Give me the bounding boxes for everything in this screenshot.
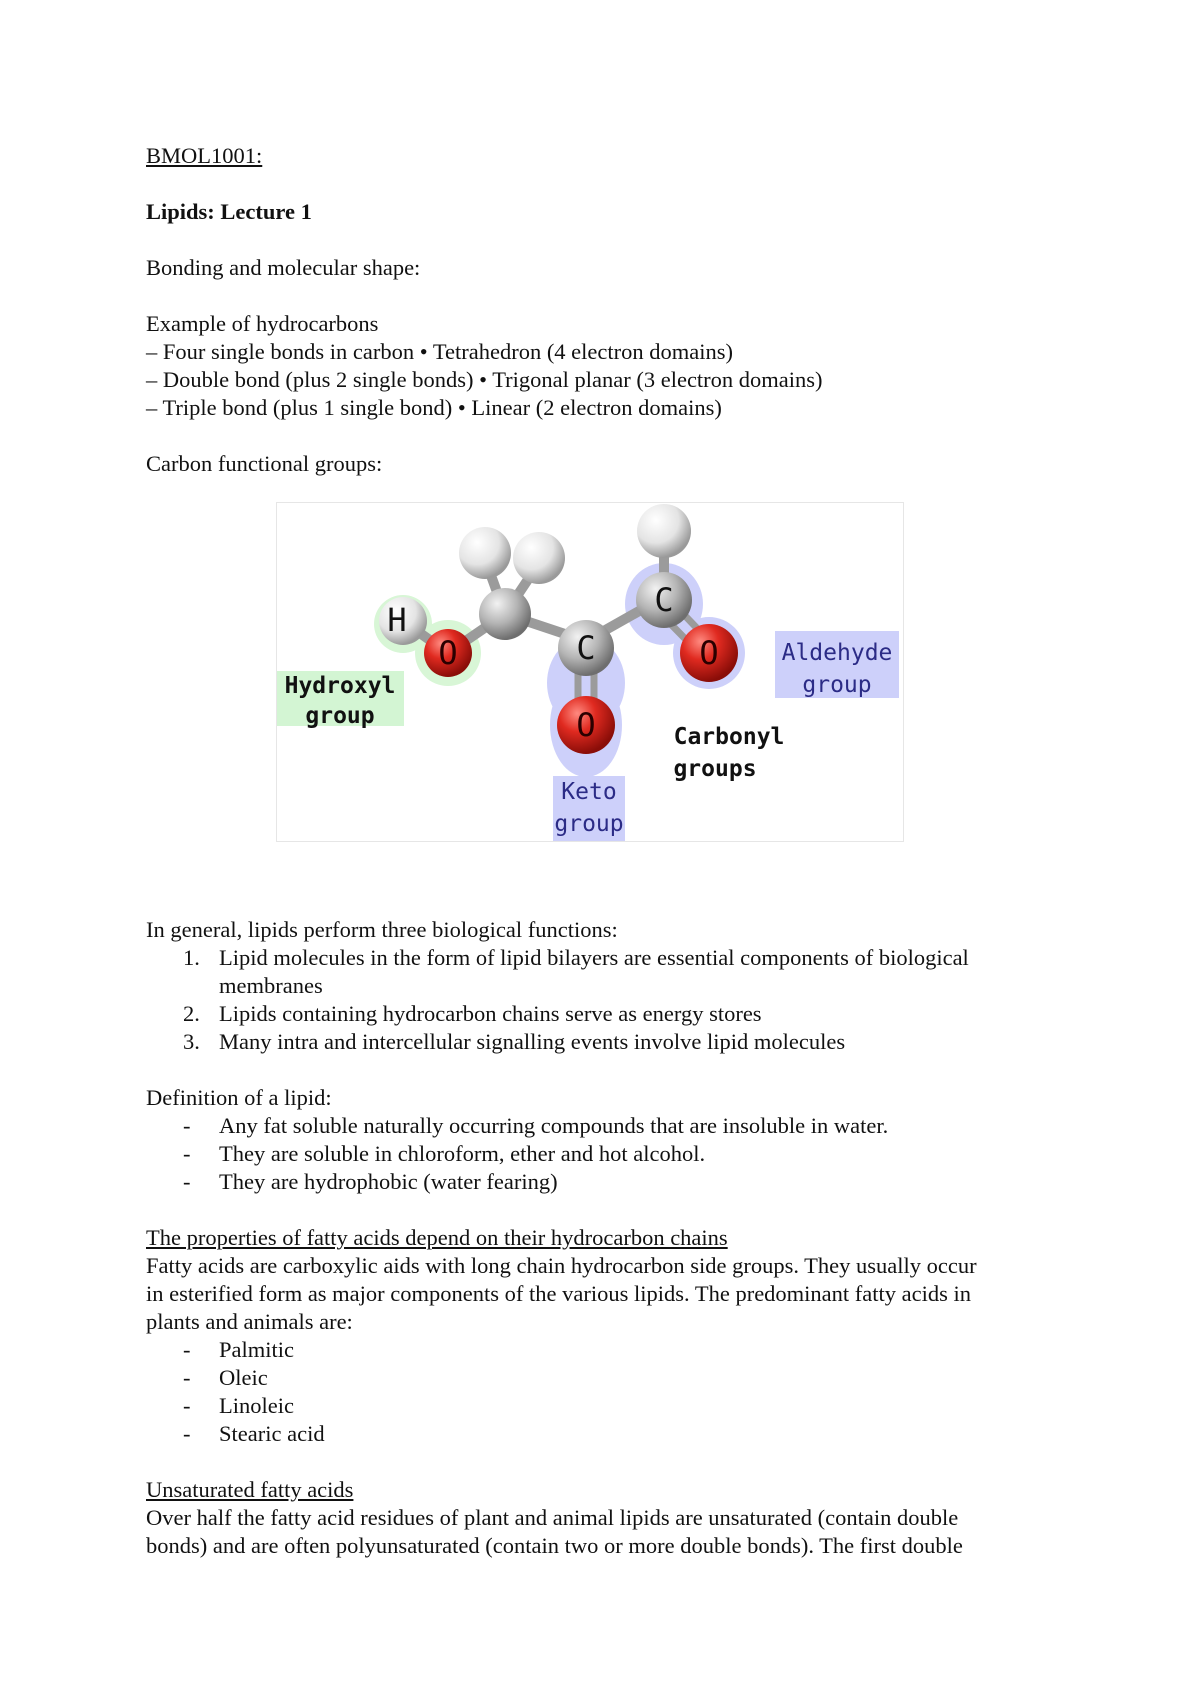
lecture-title: Lipids: Lecture 1 xyxy=(146,199,312,224)
functions-list xyxy=(146,944,1066,1056)
document-body xyxy=(146,142,1066,1560)
functional-groups-figure xyxy=(276,502,904,842)
keto-label: Keto xyxy=(561,779,617,805)
hydrocarbon-item: – Triple bond (plus 1 single bond) • Linear (2 electron domains) xyxy=(146,395,722,420)
list-item xyxy=(146,1420,1066,1448)
hydrogen-atom xyxy=(459,527,511,579)
dash-bullet: - xyxy=(183,1169,191,1194)
list-item-text-continued: membranes xyxy=(219,973,323,998)
carbonyl-label: Carbonyl xyxy=(673,724,785,750)
list-item xyxy=(146,1364,1066,1392)
list-item-text: Many intra and intercellular signalling events involve lipid molecules xyxy=(219,1029,846,1054)
list-item xyxy=(146,1168,1066,1196)
aldehyde-label: Aldehyde xyxy=(781,640,893,666)
hydrocarbon-heading: Example of hydrocarbons xyxy=(146,311,379,336)
fatty-acids-paragraph-line: Fatty acids are carboxylic aids with long chain hydrocarbon side groups. They usually occur xyxy=(146,1253,977,1278)
list-item xyxy=(146,1336,1066,1364)
list-number: 3. xyxy=(183,1029,200,1054)
fatty-acids-list xyxy=(146,1336,1066,1448)
functional-groups-heading: Carbon functional groups: xyxy=(146,451,383,476)
list-item xyxy=(146,1112,1066,1140)
list-item-text: They are hydrophobic (water fearing) xyxy=(219,1169,558,1194)
atom-letter-c: C xyxy=(654,581,674,619)
hydrocarbon-item: – Four single bonds in carbon • Tetrahedron (4 electron domains) xyxy=(146,339,733,364)
list-item xyxy=(146,1392,1066,1420)
list-number: 1. xyxy=(183,945,200,970)
bonding-heading: Bonding and molecular shape: xyxy=(146,255,421,280)
list-item-text: Lipid molecules in the form of lipid bilayers are essential components of biological xyxy=(219,945,969,970)
unsaturated-paragraph-line: bonds) and are often polyunsaturated (contain two or more double bonds). The first double xyxy=(146,1533,963,1558)
functions-intro: In general, lipids perform three biological functions: xyxy=(146,917,618,942)
list-item-text: Palmitic xyxy=(219,1337,294,1362)
course-code: BMOL1001: xyxy=(146,143,263,168)
list-item-text: Linoleic xyxy=(219,1393,294,1418)
dash-bullet: - xyxy=(183,1337,191,1362)
dash-bullet: - xyxy=(183,1365,191,1390)
hydrogen-atom xyxy=(513,532,565,584)
dash-bullet: - xyxy=(183,1421,191,1446)
definition-list xyxy=(146,1112,1066,1196)
hydrocarbon-item: – Double bond (plus 2 single bonds) • Trigonal planar (3 electron domains) xyxy=(146,367,823,392)
dash-bullet: - xyxy=(183,1393,191,1418)
hydroxyl-label: Hydroxyl xyxy=(284,673,396,699)
hydroxyl-label-2: group xyxy=(305,703,375,729)
fatty-acids-paragraph-line: plants and animals are: xyxy=(146,1309,353,1334)
hydrogen-atom xyxy=(637,504,691,558)
atom-letter-c: C xyxy=(576,629,596,667)
keto-label-2: group xyxy=(554,811,624,837)
dash-bullet: - xyxy=(183,1141,191,1166)
atom-letter-h: H xyxy=(387,601,407,639)
carbonyl-label-2: groups xyxy=(673,756,757,782)
list-number: 2. xyxy=(183,1001,200,1026)
list-item xyxy=(146,944,1066,1000)
list-item-text: Lipids containing hydrocarbon chains serve as energy stores xyxy=(219,1001,762,1026)
list-item xyxy=(146,1028,1066,1056)
list-item xyxy=(146,1140,1066,1168)
list-item xyxy=(146,1000,1066,1028)
carbon-atom xyxy=(479,588,531,640)
dash-bullet: - xyxy=(183,1113,191,1138)
atom-letter-o: O xyxy=(699,634,719,672)
list-item-text: Oleic xyxy=(219,1365,268,1390)
atom-letter-o: O xyxy=(576,706,596,744)
definition-heading: Definition of a lipid: xyxy=(146,1085,332,1110)
fatty-acids-paragraph-line: in esterified form as major components of the various lipids. The predominant fatty acids in xyxy=(146,1281,972,1306)
unsaturated-paragraph-line: Over half the fatty acid residues of plant and animal lipids are unsaturated (contain double xyxy=(146,1505,959,1530)
list-item-text: They are soluble in chloroform, ether and hot alcohol. xyxy=(219,1141,706,1166)
aldehyde-label-2: group xyxy=(802,672,872,698)
molecule-diagram xyxy=(277,503,903,841)
list-item-text: Stearic acid xyxy=(219,1421,325,1446)
unsaturated-heading: Unsaturated fatty acids xyxy=(146,1477,354,1502)
list-item-text: Any fat soluble naturally occurring compounds that are insoluble in water. xyxy=(219,1113,889,1138)
fatty-acids-heading: The properties of fatty acids depend on their hydrocarbon chains xyxy=(146,1225,728,1250)
atom-letter-o: O xyxy=(438,634,458,672)
